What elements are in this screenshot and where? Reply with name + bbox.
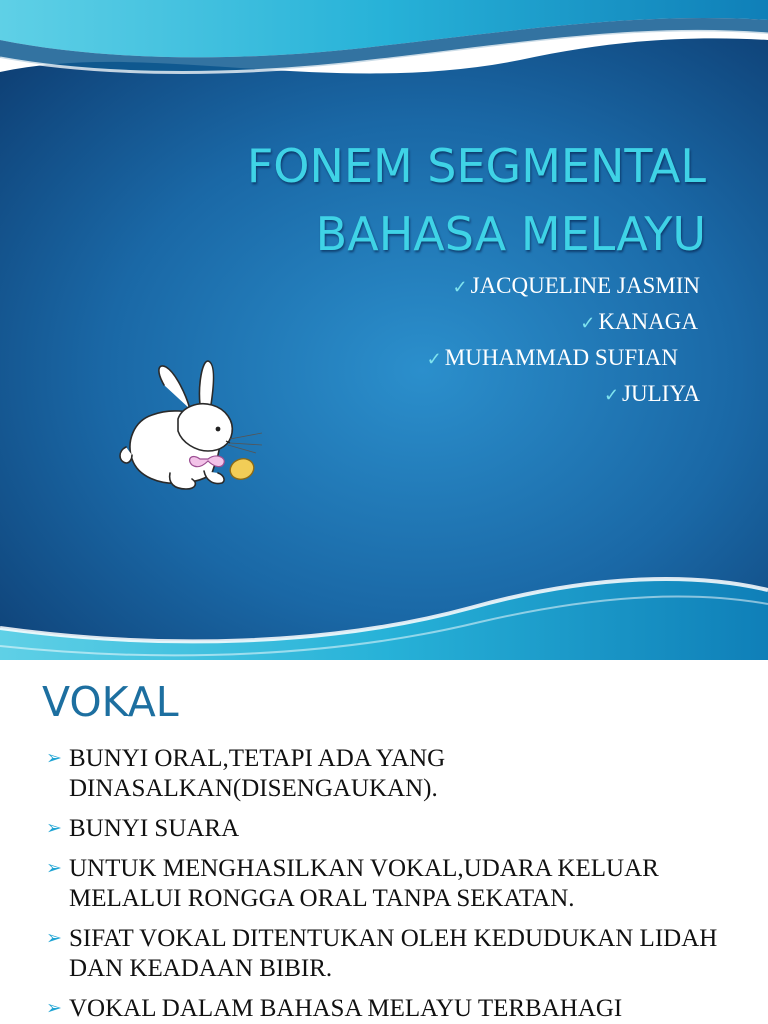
author-name: JACQUELINE JASMIN xyxy=(470,273,700,298)
bullet-list xyxy=(46,744,746,1024)
author-list xyxy=(0,268,700,412)
slide-heading: VOKAL xyxy=(42,678,179,726)
bullet-text: BUNYI ORAL,TETAPI ADA YANG DINASALKAN(DISENGAUKAN). xyxy=(69,745,446,802)
rabbit-illustration xyxy=(112,355,272,495)
arrow-bullet-icon: ➢ xyxy=(46,998,62,1019)
content-slide xyxy=(0,660,768,1024)
bullet-text: UNTUK MENGHASILKAN VOKAL,UDARA KELUAR MELALUI RONGGA ORAL TANPA SEKATAN. xyxy=(69,855,659,912)
slide-title xyxy=(0,132,706,268)
bullet-item xyxy=(46,814,746,844)
author-name: MUHAMMAD SUFIAN xyxy=(444,345,678,370)
arrow-bullet-icon: ➢ xyxy=(46,818,62,839)
bullet-item xyxy=(46,924,746,984)
bullet-item xyxy=(46,744,746,804)
bullet-item xyxy=(46,994,746,1024)
bullet-item xyxy=(46,854,746,914)
bullet-text: BUNYI SUARA xyxy=(69,815,240,842)
author-item xyxy=(0,340,700,376)
author-name: KANAGA xyxy=(598,309,698,334)
check-icon: ✓ xyxy=(452,277,468,297)
author-item xyxy=(0,376,700,412)
author-name: JULIYA xyxy=(622,381,700,406)
title-line-1: FONEM SEGMENTAL xyxy=(246,139,706,193)
check-icon: ✓ xyxy=(580,313,596,333)
bullet-text: SIFAT VOKAL DITENTUKAN OLEH KEDUDUKAN LIDAH DAN KEADAAN BIBIR. xyxy=(69,925,718,982)
arrow-bullet-icon: ➢ xyxy=(46,928,62,949)
check-icon: ✓ xyxy=(426,349,442,369)
bullet-text: VOKAL DALAM BAHASA MELAYU TERBAHAGI xyxy=(69,995,623,1022)
arrow-bullet-icon: ➢ xyxy=(46,748,62,769)
check-icon: ✓ xyxy=(603,385,620,405)
title-line-2: BAHASA MELAYU xyxy=(315,207,706,261)
arrow-bullet-icon: ➢ xyxy=(46,858,62,879)
author-item xyxy=(0,268,700,304)
author-item xyxy=(0,304,700,340)
